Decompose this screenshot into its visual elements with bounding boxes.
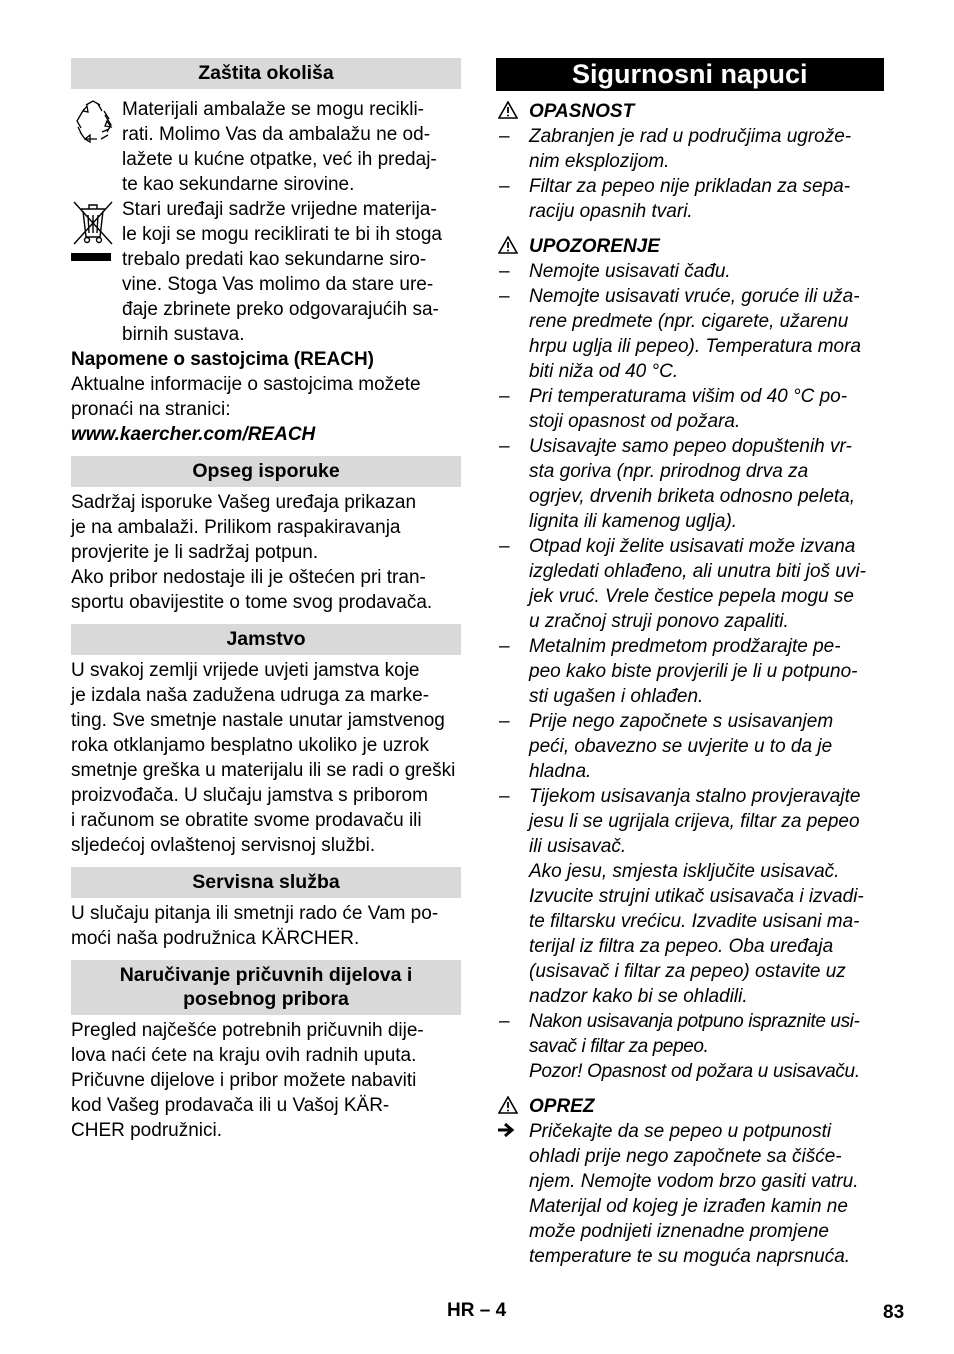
weee-note: [71, 197, 461, 347]
weee-line-4: vine. Stoga Vas molimo da stare ure-: [122, 274, 434, 295]
crossed-bin-icon: [71, 199, 115, 269]
delivery-line-1: Sadržaj isporuke Vašeg uređaja prikazan: [71, 492, 417, 513]
reach-heading: Napomene o sastojcima (REACH): [71, 349, 375, 370]
warning-item-8-continuation: [496, 859, 884, 1009]
warranty-line-2: je izdala naša zadužena udruga za marke-: [71, 685, 430, 706]
service-heading: Servisna služba: [71, 867, 461, 898]
danger-label: OPASNOST: [529, 101, 635, 122]
reach-url-link[interactable]: www.kaercher.com/REACH: [71, 424, 316, 445]
page-number: 83: [883, 1302, 905, 1323]
caution-line-4: Materijal od kojeg je izrađen kamin ne: [529, 1196, 848, 1217]
warning-item-2-line-1: Nemojte usisavati vruće, goruće ili uža-: [529, 286, 860, 307]
danger-item-2-line-1: Filtar za pepeo nije prikladan za sepa-: [529, 176, 851, 197]
warning-triangle-icon: [498, 101, 518, 119]
warning-item-4-line-2: sta goriva (npr. prirodnog drva za: [529, 461, 809, 482]
environment-heading: Zaštita okoliša: [71, 58, 461, 89]
parts-heading: [71, 960, 461, 1015]
warning-triangle-icon: [498, 1096, 518, 1114]
warning-item-6: – Metalnim predmetom prodžarajte pe- peo kako biste provjerili je li u potpuno- sti ugašen i ohlađen.: [496, 634, 884, 709]
parts-line-2: lova naći ćete na kraju ovih radnih uputa.: [71, 1045, 417, 1066]
safety-heading: Sigurnosni napuci: [496, 58, 884, 91]
warning-item-4-line-4: lignita ili kamenog uglja).: [529, 511, 738, 532]
danger-item-1-line-2: nim eksplozijom.: [529, 151, 670, 172]
caution-line-6: temperature te su moguća naprsnuća.: [529, 1246, 851, 1267]
warranty-line-3: ting. Sve smetnje nastale unutar jamstvenog: [71, 710, 445, 731]
reach-line-1: Aktualne informacije o sastojcima možete: [71, 374, 421, 395]
warning-item-9-continuation: [496, 1059, 884, 1084]
danger-heading: [496, 99, 884, 124]
warning-item-2-line-2: rene predmete (npr. cigarete, užarenu: [529, 311, 849, 332]
warning-item-8-cont-line-5: (usisavač i filtar za pepeo) ostavite uz: [529, 961, 846, 982]
parts-line-1: Pregled najčešće potrebnih pričuvnih dije-: [71, 1020, 424, 1041]
warning-item-2: – Nemojte usisavati vruće, goruće ili uža- rene predmete (npr. cigarete, užarenu hrpu uglja ili pepeo). Temperatura mora biti niža od 40 °C.: [496, 284, 884, 384]
warning-item-6-line-2: peo kako biste provjerili je li u potpuno-: [529, 661, 858, 682]
parts-line-5: CHER podružnici.: [71, 1120, 222, 1141]
service-line-2: moći naša podružnica KÄRCHER.: [71, 928, 360, 949]
warning-item-1: – Nemojte usisavati čađu.: [496, 259, 884, 284]
recycling-line-3: lažete u kućne otpatke, već ih predaj-: [122, 149, 437, 170]
delivery-line-5: sportu obavijestite o tome svog prodavača.: [71, 592, 433, 613]
warning-item-4: – Usisavajte samo pepeo dopuštenih vr- sta goriva (npr. prirodnog drva za ogrjev, drvenih briketa odnosno peleta, lignita ili kamenog uglja).: [496, 434, 884, 534]
left-column: [71, 58, 461, 1143]
danger-item-2-line-2: raciju opasnih tvari.: [529, 201, 693, 222]
caution-line-1: Pričekajte da se pepeo u potpunosti: [529, 1121, 832, 1142]
caution-line-5: može podnijeti iznenadne promjene: [529, 1221, 829, 1242]
warranty-heading: Jamstvo: [71, 624, 461, 655]
recycling-note: [71, 97, 461, 197]
danger-item-1: – Zabranjen je rad u područjima ugrože- nim eksplozijom.: [496, 124, 884, 174]
warning-item-1-line-1: Nemojte usisavati čađu.: [529, 261, 731, 282]
warranty-line-4: roka otklanjamo besplatno ukoliko je uzrok: [71, 735, 430, 756]
warranty-line-6: proizvođača. U slučaju jamstva s priborom: [71, 785, 428, 806]
warning-item-8-line-2: jesu li se ugrijala crijeva, filtar za pepeo: [529, 811, 860, 832]
reach-line-2: pronaći na stranici:: [71, 399, 231, 420]
warning-item-8-cont-line-1: Ako jesu, smjesta isključite usisavač.: [529, 861, 840, 882]
weee-line-1: Stari uređaji sadrže vrijedne materija-: [122, 199, 437, 220]
weee-line-3: trebalo predati kao sekundarne siro-: [122, 249, 427, 270]
warning-item-7: – Prije nego započnete s usisavanjem peći, obavezno se uvjerite u to da je hladna.: [496, 709, 884, 784]
warning-item-8: – Tijekom usisavanja stalno provjeravajte jesu li se ugrijala crijeva, filtar za pepeo ili usisavač.: [496, 784, 884, 859]
warranty-line-8: sljedećoj ovlaštenoj servisnoj službi.: [71, 835, 376, 856]
weee-line-6: birnih sustava.: [122, 324, 245, 345]
warning-item-8-cont-line-6: nadzor kako bi se ohladili.: [529, 986, 748, 1007]
warranty-line-1: U svakoj zemlji vrijede uvjeti jamstva koje: [71, 660, 420, 681]
fire-hazard-note: Pozor! Opasnost od požara u usisavaču.: [529, 1061, 860, 1082]
warranty-line-5: smetnje greška u materijalu ili se radi o greški: [71, 760, 456, 781]
warning-item-6-line-1: Metalnim predmetom prodžarajte pe-: [529, 636, 841, 657]
warning-heading: [496, 234, 884, 259]
warning-item-5-line-3: jek vruć. Vrele čestice pepela mogu se: [529, 586, 854, 607]
caution-line-2: ohladi prije nego započnete sa čišće-: [529, 1146, 842, 1167]
delivery-line-3: provjerite je li sadržaj potpun.: [71, 542, 319, 563]
recycling-line-1: Materijali ambalaže se mogu recikli-: [122, 99, 424, 120]
warning-item-5-line-2: izgledati ohlađeno, ali unutra biti još uvi-: [529, 561, 866, 582]
caution-line-3: njem. Nemojte vodom brzo gasiti vatru.: [529, 1171, 859, 1192]
delivery-line-4: Ako pribor nedostaje ili je oštećen pri tran-: [71, 567, 426, 588]
danger-item-1-line-1: Zabranjen je rad u područjima ugrože-: [529, 126, 852, 147]
warning-item-2-line-3: hrpu uglja ili pepeo). Temperatura mora: [529, 336, 861, 357]
warning-item-5-line-4: u zračnoj struji ponovo zapaliti.: [529, 611, 789, 632]
delivery-heading: Opseg isporuke: [71, 456, 461, 487]
warning-item-4-line-3: ogrjev, drvenih briketa odnosno peleta,: [529, 486, 856, 507]
danger-item-2: – Filtar za pepeo nije prikladan za sepa- raciju opasnih tvari.: [496, 174, 884, 224]
recycling-icon: [71, 99, 115, 143]
parts-heading-line-2: posebnog pribora: [183, 988, 349, 1010]
warranty-line-7: i računom se obratite svome prodavaču ili: [71, 810, 422, 831]
warning-item-5-line-1: Otpad koji želite usisavati može izvana: [529, 536, 856, 557]
warning-item-4-line-1: Usisavajte samo pepeo dopuštenih vr-: [529, 436, 852, 457]
warning-item-7-line-2: peći, obavezno se uvjerite u to da je: [529, 736, 833, 757]
caution-label: OPREZ: [529, 1096, 595, 1117]
warning-item-9: – Nakon usisavanja potpuno ispraznite usi- savač i filtar za pepeo.: [496, 1009, 884, 1059]
recycling-line-4: te kao sekundarne sirovine.: [122, 174, 355, 195]
warning-item-9-line-2: savač i filtar za pepeo.: [529, 1036, 709, 1057]
warning-item-9-line-1: Nakon usisavanja potpuno ispraznite usi-: [529, 1011, 860, 1032]
parts-line-3: Pričuvne dijelove i pribor možete nabaviti: [71, 1070, 417, 1091]
right-column: [496, 58, 884, 1269]
caution-item: [496, 1119, 884, 1269]
arrow-right-icon: [497, 1122, 515, 1138]
warning-triangle-icon: [498, 236, 518, 254]
warning-item-8-line-1: Tijekom usisavanja stalno provjeravajte: [529, 786, 861, 807]
caution-heading: [496, 1094, 884, 1119]
warning-item-7-line-1: Prije nego započnete s usisavanjem: [529, 711, 834, 732]
warning-item-3-line-2: stoji opasnost od požara.: [529, 411, 741, 432]
warning-item-6-line-3: sti ugašen i ohlađen.: [529, 686, 704, 707]
parts-heading-line-1: Naručivanje pričuvnih dijelova i: [119, 964, 413, 986]
warning-item-8-cont-line-3: te filtarsku vrećicu. Izvadite usisani ma-: [529, 911, 860, 932]
weee-line-5: đaje zbrinete preko odgovarajućih sa-: [122, 299, 439, 320]
warning-item-3-line-1: Pri temperaturama višim od 40 °C po-: [529, 386, 848, 407]
weee-line-2: le koji se mogu reciklirati te bi ih stoga: [122, 224, 442, 245]
warning-item-5: – Otpad koji želite usisavati može izvana izgledati ohlađeno, ali unutra biti još uvi- jek vruć. Vrele čestice pepela mogu se u zračnoj struji ponovo zapaliti.: [496, 534, 884, 634]
warning-item-3: – Pri temperaturama višim od 40 °C po- stoji opasnost od požara.: [496, 384, 884, 434]
service-line-1: U slučaju pitanja ili smetnji rado će Vam po-: [71, 903, 439, 924]
warning-item-8-line-3: ili usisavač.: [529, 836, 627, 857]
recycling-line-2: rati. Molimo Vas da ambalažu ne od-: [122, 124, 431, 145]
warning-item-2-line-4: biti niža od 40 °C.: [529, 361, 679, 382]
warning-label: UPOZORENJE: [529, 236, 660, 257]
warning-item-7-line-3: hladna.: [529, 761, 592, 782]
section-marker: HR – 4: [447, 1300, 507, 1321]
delivery-line-2: je na ambalaži. Prilikom raspakiravanja: [71, 517, 401, 538]
parts-line-4: kod Vašeg prodavača ili u Vašoj KÄR-: [71, 1095, 390, 1116]
warning-item-8-cont-line-2: Izvucite strujni utikač usisavača i izvadi-: [529, 886, 864, 907]
warning-item-8-cont-line-4: terijal iz filtra za pepeo. Oba uređaja: [529, 936, 834, 957]
